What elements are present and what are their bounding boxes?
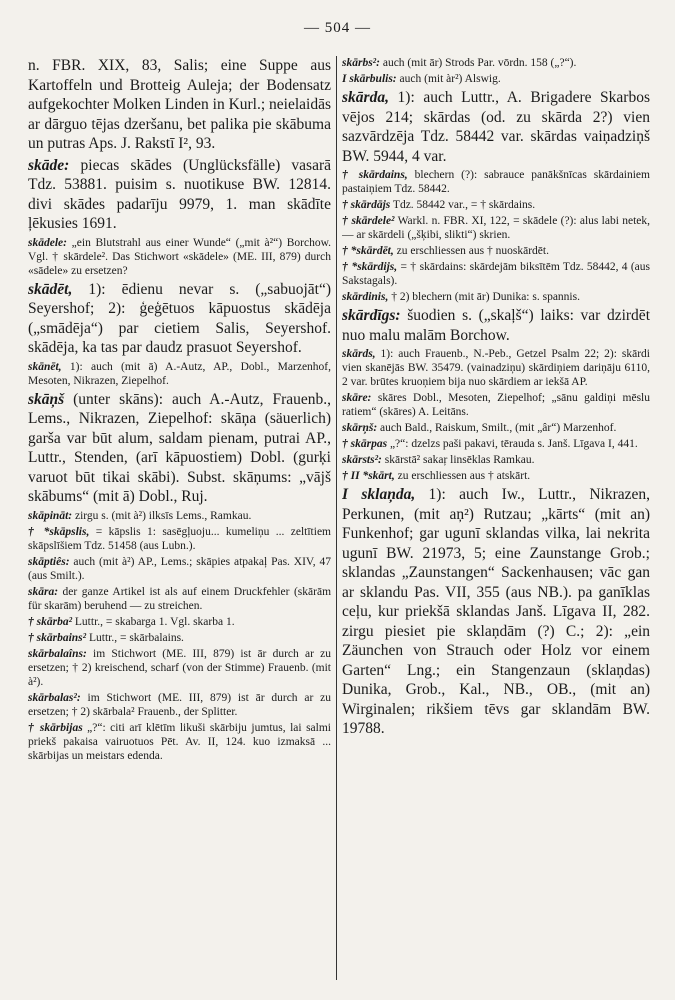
headword: † skārdājs <box>342 199 391 211</box>
entry-text: „ein Blutstrahl aus einer Wunde“ („mit à²“) Borchow. Vgl. † skārdele². Das Stichwort «skādele» (ME. III, 879) durch «sādele» zu ersetzen? <box>28 236 331 277</box>
entry <box>28 585 331 613</box>
headword: skārdinis, <box>342 291 389 303</box>
headword: † skārbijas <box>28 721 83 734</box>
headword: skāre: <box>342 392 372 404</box>
entry-text: auch (mit ār) Strods Par. vōrdn. 158 („?“). <box>382 57 577 69</box>
entry <box>28 555 331 583</box>
entry <box>342 421 650 435</box>
entry <box>342 168 650 196</box>
entry-text: im Stichwort (ME. III, 879) ist ār durch ar zu ersetzen; † 2) kreischend, scharf (von der Stimme) Frauenb. (mit à²). <box>28 647 331 688</box>
headword: skāņš <box>28 390 65 408</box>
entry-text: im Stichwort (ME. III, 879) ist ār durch ar zu ersetzen; † 2) skārbala² Frauenb., der Splitter. <box>28 691 331 718</box>
entry <box>342 469 650 483</box>
entry-text: = kāpslis 1: sasēgļuoju... kumeliņu ... zeltītiem skāpslīšiem Tdz. 51458 (aus Lubn.). <box>28 525 331 552</box>
entry <box>342 244 650 258</box>
entry-text: auch (mit àr²) Alswig. <box>399 73 501 85</box>
entry <box>342 437 650 451</box>
entry-text: zirgu s. (mit à²) ilksīs Lems., Ramkau. <box>74 509 252 522</box>
entry-text: piecas skādes (Unglücksfälle) vasarā Tdz. 53881. puisim s. nuotikuse BW. 12814. divi skādes padarīju 9979, 1. man skādīte ļēkusies 1691. <box>28 156 331 232</box>
entry <box>342 72 650 86</box>
entry <box>28 360 331 388</box>
headword: skāde: <box>28 156 70 174</box>
entry-text: auch Bald., Raiskum, Smilt., (mit „âr“) Marzenhof. <box>380 422 617 434</box>
entry <box>342 260 650 288</box>
entry-text: (unter skāns): auch A.-Autz, Frauenb., Lems., Nikrazen, Ziepelhof: skāņa (säuerlich) garša var būt alum, saldam pienam, putrai AP., Luttr., Stenden, (arī kāpuostiem) Dobl. (gurķi varuot būt tikai skābi). Subst. skāņums: „vājš skābums“ (mit ā) Dobl., Ruj. <box>28 390 331 505</box>
headword: skānēt, <box>28 360 62 373</box>
entry-text: Tdz. 58442 var., = † skārdains. <box>392 199 536 211</box>
headword: † skārdains, <box>342 169 408 181</box>
entry <box>28 615 331 629</box>
entry <box>28 631 331 645</box>
entry-text: blechern (?): sabrauce panākšnīcas skārdainiem pastaiņiem Tdz. 58442. <box>342 169 650 195</box>
entry-text: 1): auch Iw., Luttr., Nikrazen, Perkunen, (mit aņ²) Rutzau; „kārts“ (mit an) Funkenhof; gar ugunī sklandas vilka, lai nekrita ugunī BW. 21973, 5; eine Zaunstange Grob.; sklandas „Zaunstangen“ Sackenhausen; vāc gan ar sklandu Pas. VII, 355 (aus NB.). pa ganīklas ceļu, kur priekšā sklandas Janš. Līgava II, 282. zirgu piesiet pie sklaņdām (?) C.; 2): „ein Zäunchen von Strauch oder Holz vor einem Garten“ Lng.; ein Stangenzaun (sklaņdas) Dunika, Grob., Kal., NB., OB., (mit an) Wirginalen; rikšiem tēvs gar sklandām BW. 19788. <box>342 486 650 737</box>
page-number: — 504 — <box>304 20 371 36</box>
headword: † skārpas <box>342 438 388 450</box>
headword: † skārba² <box>28 615 73 628</box>
headword: skārbs²: <box>342 57 380 69</box>
headword: † *skārdijs, <box>342 261 398 273</box>
headword: skādele: <box>28 236 67 249</box>
entry-text: „?“: citi arī klētīm likuši skārbiju jumtus, lai salmi priekš pakaisa vairuotuos Pēt. Av. II, 124. kuo izmaksā ... skārbijas un meistars edenda. <box>28 721 331 762</box>
entry <box>28 156 331 234</box>
entry-text: „?“: dzelzs paši pakavi, tērauda s. Janš. Līgava I, 441. <box>389 438 638 450</box>
headword: skāpināt: <box>28 509 73 522</box>
entry-text: † 2) blechern (mit ār) Dunika: s. spannis. <box>391 291 580 303</box>
entry <box>28 721 331 763</box>
headword: † *skāpslis, <box>28 525 90 538</box>
entry-text: n. FBR. XIX, 83, Salis; eine Suppe aus Kartoffeln und Brotteig Auleja; der Bodensatz aufgekochter Molken Linden in Kurl.; neielaidās ar dārguo tējas dzeršanu, bet palika pie skābuma un putras Aps. J. Rakstī I², 93. <box>28 57 331 152</box>
left-column <box>28 56 331 990</box>
headword: skārsts²: <box>342 454 382 466</box>
headword: skārbalas²: <box>28 691 81 704</box>
headword: skārbalaîns: <box>28 647 87 660</box>
entry <box>28 236 331 278</box>
headword: skāra: <box>28 585 59 598</box>
entry <box>342 88 650 166</box>
entry-text: skāres Dobl., Mesoten, Ziepelhof; „sānu galdiņi mēslu ratiem“ (skāres) A. Leitāns. <box>342 392 650 418</box>
right-column <box>342 56 650 990</box>
entry <box>28 56 331 154</box>
headword: † skārbains² <box>28 631 87 644</box>
headword: † skārdele² <box>342 215 395 227</box>
entry <box>342 290 650 304</box>
entry <box>28 509 331 523</box>
column-divider <box>336 56 337 980</box>
headword: skāptiês: <box>28 555 70 568</box>
entry-text: skārstā² sakaŗ linsēklas Ramkau. <box>384 454 535 466</box>
entry-text: Warkl. n. FBR. XI, 122, = skādele (?): alus labi netek, — ar skārdeli („šķibi, slikti“) skrien. <box>342 215 650 241</box>
headword: skārņš: <box>342 422 378 434</box>
entry <box>342 214 650 242</box>
entry-text: šuodien s. („skaļš“) laiks: var dzirdēt nuo malu malām Borchow. <box>342 307 650 344</box>
entry <box>342 391 650 419</box>
entry-text: 1): auch Frauenb., N.-Peb., Getzel Psalm 22; 2): skārdi vien skanējās BW. 35479. (vainadziņu) skārdiņiem dariņāju 6110, 2 var. brūtes kruoņiem bija nuo skārdiem ar iekšā AP. <box>342 348 650 388</box>
entry-text: der ganze Artikel ist als auf einem Druckfehler (skārām für skarām) beruhend — zu streichen. <box>28 585 331 612</box>
entry <box>342 306 650 345</box>
headword: † *skārdēt, <box>342 245 394 257</box>
entry <box>28 525 331 553</box>
headword: I sklaņda, <box>342 486 416 503</box>
entry-text: zu erschliessen aus † atskārt. <box>397 470 531 482</box>
entry-text: zu erschliessen aus † nuoskārdēt. <box>396 245 549 257</box>
entry-text: Luttr., = skārbalains. <box>88 631 184 644</box>
headword: skādēt, <box>28 280 73 298</box>
entry <box>28 647 331 689</box>
entry-text: 1): auch (mit ā) A.-Autz, AP., Dobl., Marzenhof, Mesoten, Nikrazen, Ziepelhof. <box>28 360 331 387</box>
headword: skārds, <box>342 348 376 360</box>
entry-text: = † skārdains: skārdejām biksītēm Tdz. 58442, 4 (aus Sakstagals). <box>342 261 650 287</box>
entry-text: auch (mit à²) AP., Lems.; skāpies atpakaļ Pas. XIV, 47 (aus Smilt.). <box>28 555 331 582</box>
headword: † II *skārt, <box>342 470 395 482</box>
headword: skārda, <box>342 89 389 106</box>
headword: I skārbulis: <box>342 73 397 85</box>
headword: skārdīgs: <box>342 307 401 324</box>
entry-text: 1): auch Luttr., A. Brigadere Skarbos vējos 214; skārdas (od. zu skārda 2?) vien sazvārdzēja Tdz. 58442 var. skārdas vaiņadziņš BW. 5944, 4 var. <box>342 89 650 165</box>
entry <box>342 453 650 467</box>
entry <box>28 280 331 358</box>
entry-text: 1): ēdienu nevar s. („sabuojāt“) Seyershof; 2): ģeģētuos kāpuostus skādēja („smādēja“) par cietiem Salis, Seyershof. skādēja, ka tas par daudz prasuot Seyershof. <box>28 280 331 356</box>
entry <box>342 347 650 389</box>
entry <box>342 198 650 212</box>
entry-text: Luttr., = skabarga 1. Vgl. skarba 1. <box>74 615 235 628</box>
entry <box>28 390 331 507</box>
entry <box>342 485 650 739</box>
entry <box>342 56 650 70</box>
entry <box>28 691 331 719</box>
